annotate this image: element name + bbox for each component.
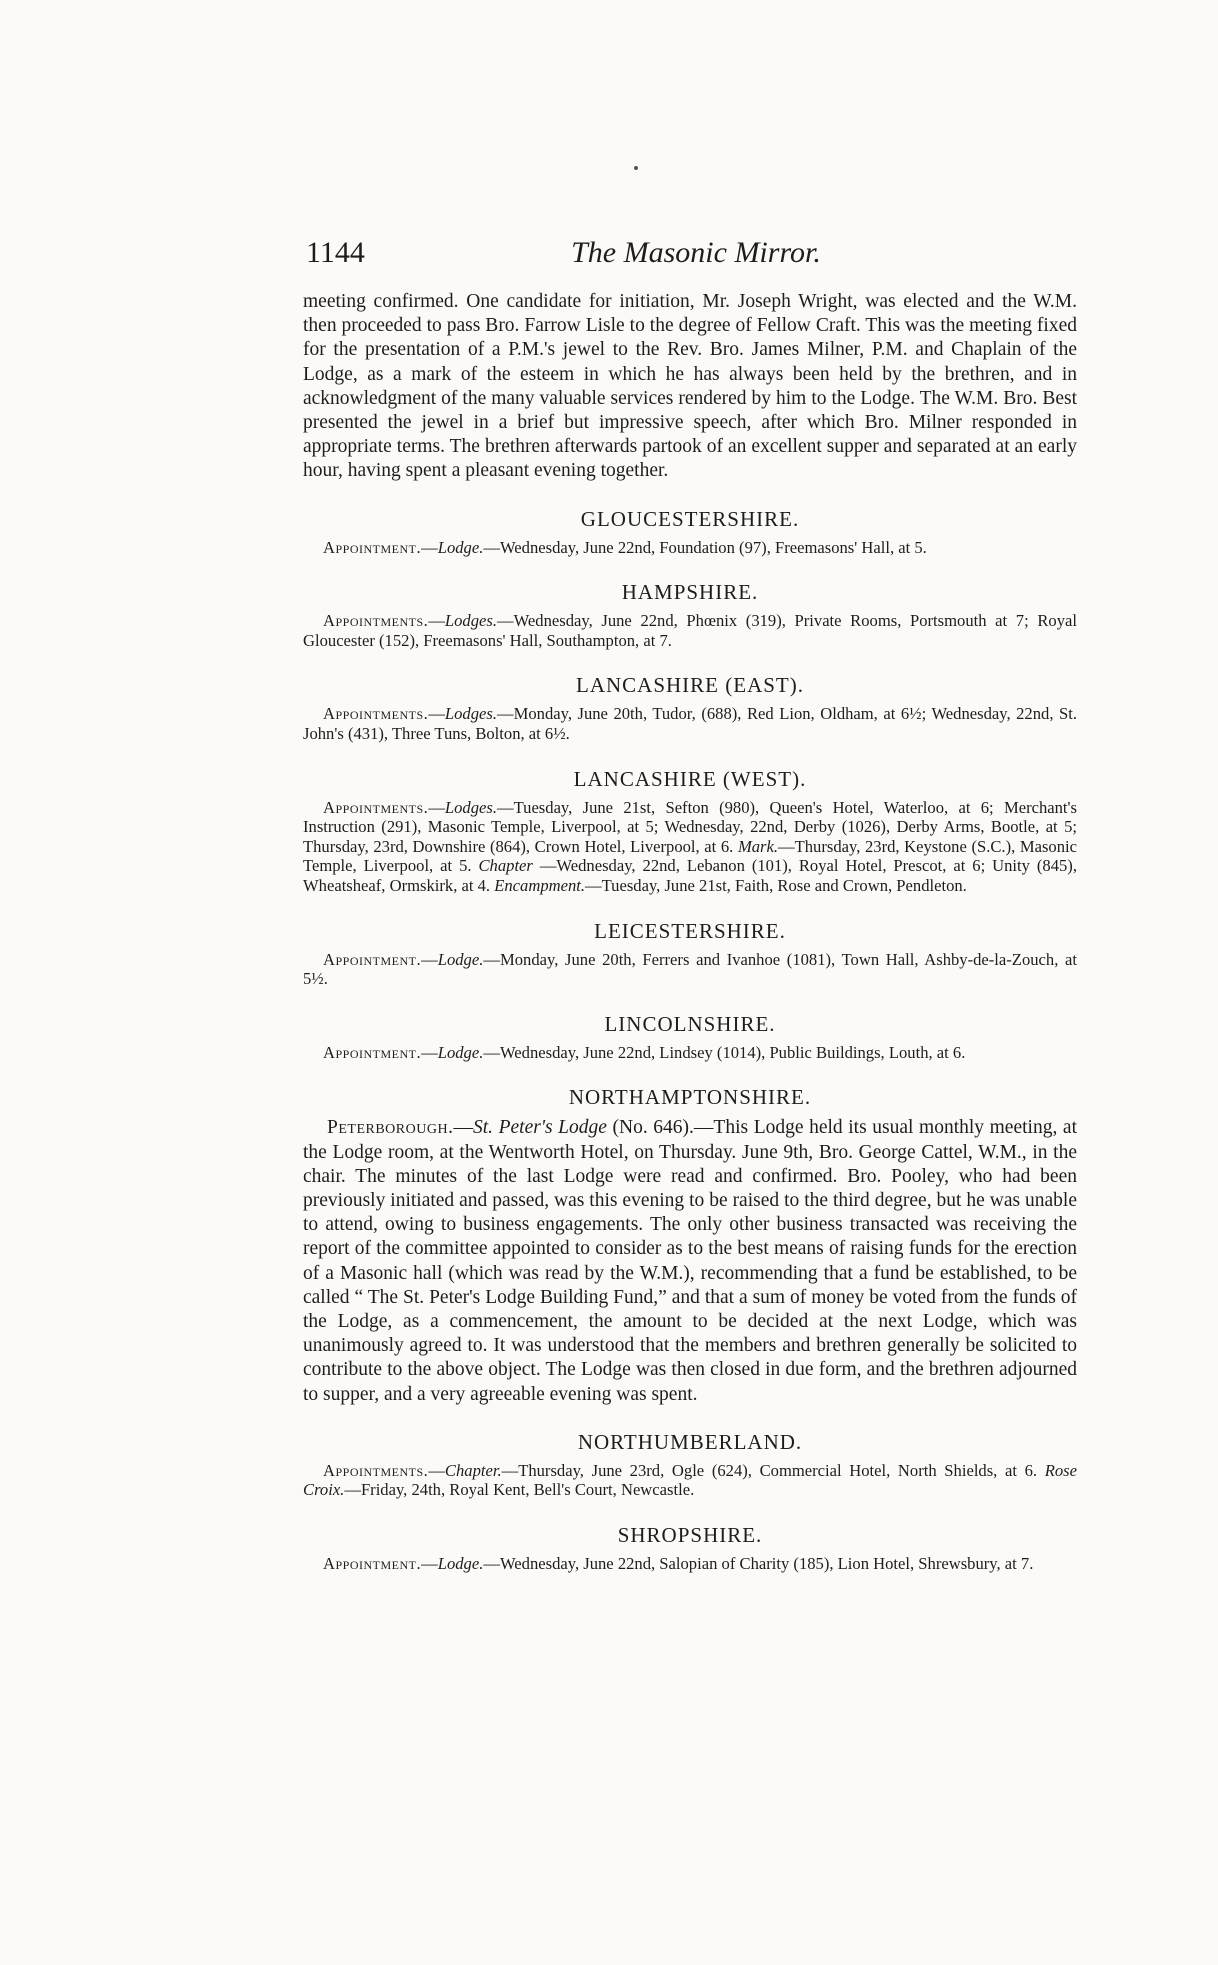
appointment-label: Appointments. bbox=[323, 1460, 429, 1480]
meeting-type: Encampment. bbox=[494, 875, 586, 895]
print-speck bbox=[634, 166, 638, 170]
journal-title: The Masonic Mirror. bbox=[571, 236, 821, 269]
appointment-text: —Wednesday, June 22nd, Phœnix (319), Private Rooms, Portsmouth at 7; Royal Gloucester (152), Freemasons' Hall, Southampton, at 7. bbox=[303, 611, 1077, 650]
section-heading-leicestershire: LEICESTERSHIRE. bbox=[594, 918, 786, 943]
article-body bbox=[303, 290, 1077, 1574]
appointment-label: Appointment. bbox=[323, 537, 422, 557]
appointment-text: —Wednesday, June 22nd, Foundation (97), Freemasons' Hall, at 5. bbox=[483, 537, 927, 557]
meeting-type: Lodge. bbox=[437, 537, 484, 557]
section-heading-lancashire-east: LANCASHIRE (EAST). bbox=[576, 673, 804, 698]
section-heading-lancashire-west: LANCASHIRE (WEST). bbox=[573, 766, 807, 791]
appointment-text: —Tuesday, June 21st, Faith, Rose and Crown, Pendleton. bbox=[585, 875, 967, 895]
appointment-label: Appointment. bbox=[323, 1553, 422, 1573]
appointment-label: Appointments. bbox=[323, 797, 429, 817]
meeting-type: Chapter bbox=[478, 856, 533, 876]
meeting-type: Lodge. bbox=[437, 1553, 484, 1573]
appointment-text: —Friday, 24th, Royal Kent, Bell's Court, Newcastle. bbox=[344, 1480, 695, 1500]
appointment-leicestershire: Appointment.—Lodge.—Monday, June 20th, Ferrers and Ivanhoe (1081), Town Hall, Ashby-de-la-Zouch, at 5½. bbox=[303, 949, 1077, 989]
appointment-label: Appointments. bbox=[323, 704, 429, 724]
appointment-label: Appointment. bbox=[323, 1042, 422, 1062]
running-header bbox=[306, 236, 1086, 276]
appointment-lancashire-west: Appointments.—Lodges.—Tuesday, June 21st, Sefton (980), Queen's Hotel, Waterloo, at 6; Merchant's Instruction (291), Masonic Temple, Liverpool, at 5; Wednesday, 22nd, Derby (1026), Derby Arms, Bootle, at 5; Thursday, 23rd, Downshire (864), Crown Hotel, Liverpool, at 6. Mark.—Thursday, 23rd, Keystone (S.C.), Masonic Temple, Liverpool, at 5. Chapter —Wednesday, 22nd, Lebanon (101), Royal Hotel, Prescot, at 6; Unity (845), Wheatsheaf, Ormskirk, at 4. Encampment.—Tuesday, June 21st, Faith, Rose and Crown, Pendleton. bbox=[303, 797, 1077, 895]
appointment-gloucestershire: Appointment.—Lodge.—Wednesday, June 22nd, Foundation (97), Freemasons' Hall, at 5. bbox=[323, 537, 927, 557]
section-heading-northamptonshire: NORTHAMPTONSHIRE. bbox=[568, 1085, 812, 1110]
appointment-text: —Thursday, 23rd, Keystone (S.C.), Masonic Temple, Liverpool, at 5. bbox=[303, 836, 1077, 876]
appointment-text: —Monday, June 20th, Tudor, (688), Red Lion, Oldham, at 6½; Wednesday, 22nd, St. John's (431), Three Tuns, Bolton, at 6½. bbox=[303, 704, 1077, 743]
report-northamptonshire: Peterborough.—St. Peter's Lodge (No. 646).—This Lodge held its usual monthly meeting, at the Lodge room, at the Wentworth Hotel, on Thursday. June 9th, Bro. George Cattel, W.M., in the chair. The minutes of the last Lodge were read and confirmed. Bro. Pooley, who had been previously initiated and passed, was this evening to be raised to the third degree, but he was unable to attend, owing to business engagements. The only other business transacted was receiving the report of the committee appointed to consider as to the best means of raising funds for the erection of a Masonic hall (which was read by the W.M.), recommending that a fund be established, to be called “ The St. Peter's Lodge Building Fund,” and that a sum of money be voted from the funds of the Lodge, as a commencement, the amount to be decided at the next Lodge, which was unanimously agreed to. It was understood that the members and brethren generally be solicited to contribute to the above object. The Lodge was then closed in due form, and the brethren adjourned to supper, and a very agreeable evening was spent. bbox=[303, 1117, 1077, 1405]
section-heading-gloucestershire: GLOUCESTERSHIRE. bbox=[580, 506, 800, 531]
meeting-type: Mark. bbox=[737, 836, 779, 856]
appointment-text: —Wednesday, June 22nd, Lindsey (1014), Public Buildings, Louth, at 6. bbox=[483, 1042, 966, 1062]
intro-paragraph: meeting confirmed. One candidate for initiation, Mr. Joseph Wright, was elected and the W.M. then proceeded to pass Bro. Farrow Lisle to the degree of Fellow Craft. This was the meeting fixed for the presentation of a P.M.'s jewel to the Rev. Bro. James Milner, P.M. and Chaplain of the Lodge, as a mark of the esteem in which he has always been held by the brethren, and in acknowledgment of the many valuable services rendered by him to the Lodge. The W.M. Bro. Best presented the jewel in a brief but impressive speech, after which Bro. Milner responded in appropriate terms. The brethren afterwards partook of an excellent supper and separated at an early hour, having spent a pleasant evening together. bbox=[303, 291, 1077, 482]
appointment-text: —Tuesday, June 21st, Sefton (980), Queen's Hotel, Waterloo, at 6; Merchant's Instruction (291), Masonic Temple, Liverpool, at 5; Wednesday, 22nd, Derby (1026), Derby Arms, Bootle, at 5; Thursday, 23rd, Downshire (864), Crown Hotel, Liverpool, at 6. bbox=[303, 797, 1077, 856]
appointment-text: —Thursday, June 23rd, Ogle (624), Commercial Hotel, North Shields, at 6. bbox=[501, 1460, 1045, 1480]
meeting-type: Lodge. bbox=[437, 1042, 484, 1062]
section-heading-shropshire: SHROPSHIRE. bbox=[617, 1522, 763, 1547]
meeting-type: Lodge. bbox=[437, 949, 484, 969]
appointment-label: Appointments. bbox=[323, 611, 429, 631]
lodge-name: St. Peter's Lodge bbox=[472, 1117, 607, 1139]
appointment-shropshire: Appointment.—Lodge.—Wednesday, June 22nd, Salopian of Charity (185), Lion Hotel, Shrewsbury, at 7. bbox=[323, 1553, 1034, 1573]
page-number: 1144 bbox=[306, 236, 365, 269]
meeting-type: Lodges. bbox=[444, 797, 497, 817]
appointment-northumberland: Appointments.—Chapter.—Thursday, June 23rd, Ogle (624), Commercial Hotel, North Shields, at 6. Rose Croix.—Friday, 24th, Royal Kent, Bell's Court, Newcastle. bbox=[303, 1460, 1077, 1500]
appointment-lancashire-east: Appointments.—Lodges.—Monday, June 20th, Tudor, (688), Red Lion, Oldham, at 6½; Wednesday, 22nd, St. John's (431), Three Tuns, Bolton, at 6½. bbox=[303, 704, 1077, 743]
appointment-text: —Wednesday, 22nd, Lebanon (101), Royal Hotel, Prescot, at 6; Unity (845), Wheatsheaf, Ormskirk, at 4. bbox=[303, 856, 1077, 895]
appointment-hampshire: Appointments.—Lodges.—Wednesday, June 22nd, Phœnix (319), Private Rooms, Portsmouth at 7; Royal Gloucester (152), Freemasons' Hall, Southampton, at 7. bbox=[303, 611, 1077, 650]
meeting-type: Lodges. bbox=[444, 611, 497, 631]
appointment-label: Appointment. bbox=[323, 949, 422, 969]
meeting-type: Chapter. bbox=[444, 1460, 502, 1480]
place-label: Peterborough. bbox=[327, 1117, 454, 1139]
section-heading-lincolnshire: LINCOLNSHIRE. bbox=[604, 1011, 776, 1036]
section-heading-hampshire: HAMPSHIRE. bbox=[621, 580, 759, 605]
appointment-lincolnshire: Appointment.—Lodge.—Wednesday, June 22nd, Lindsey (1014), Public Buildings, Louth, at 6. bbox=[323, 1042, 966, 1062]
appointment-text: —Monday, June 20th, Ferrers and Ivanhoe (1081), Town Hall, Ashby-de-la-Zouch, at 5½. bbox=[303, 949, 1077, 989]
appointment-text: —Wednesday, June 22nd, Salopian of Charity (185), Lion Hotel, Shrewsbury, at 7. bbox=[483, 1553, 1034, 1573]
section-heading-northumberland: NORTHUMBERLAND. bbox=[577, 1429, 803, 1454]
meeting-type: Lodges. bbox=[444, 704, 497, 724]
meeting-type: Rose Croix. bbox=[303, 1460, 1077, 1500]
report-text: (No. 646).—This Lodge held its usual monthly meeting, at the Lodge room, at the Wentworth Hotel, on Thursday. June 9th, Bro. George Cattel, W.M., in the chair. The minutes of the last Lodge were read and confirmed. Bro. Pooley, who had been previously initiated and passed, was this evening to be raised to the third degree, but he was unable to attend, owing to business engagements. The only other business transacted was receiving the report of the committee appointed to consider as to the best means of raising funds for the erection of a Masonic hall (which was read by the W.M.), recommending that a fund be established, to be called “ The St. Peter's Lodge Building Fund,” and that a sum of money be voted from the funds of the Lodge, as a commencement, the amount to be decided at the next Lodge, which was unanimously agreed to. It was understood that the members and brethren generally be solicited to contribute to the above object. The Lodge was then closed in due form, and the brethren adjourned to supper, and a very agreeable evening was spent. bbox=[303, 1117, 1077, 1405]
